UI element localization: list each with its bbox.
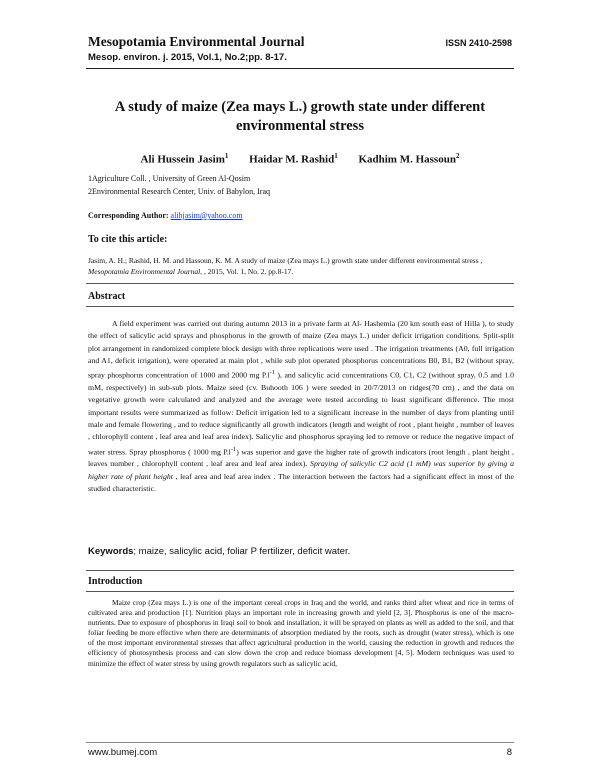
footer-url: www.bumej.com — [88, 747, 158, 758]
section-divider — [86, 591, 514, 592]
abstract-sup: -1 — [230, 445, 237, 453]
journal-name: Mesopotamia Environmental Journal — [88, 34, 305, 49]
author-affil-mark: 2 — [455, 152, 460, 160]
abstract-part: ), and salicylic acid concentrations C0, C1, C2 (without spray, 0.5 and 1.0 mM, respectively) in sub-sub plots. Maize seed (cv. Buhooth 106 ) were seeded in 20/7/2013 on ridges(70 cm) , and the data on vegetative growth were calculated and analyzed and the average were tested according to least significant difference. The most important results were summarized as follow: Deficit irrigation led to a significant increase in the number of days from planting until male and female flowering , and to reduce significantly all growth indicators (length and weight of root , plant height , number of leaves , chlorophyll content , leaf area and leaf area index). Salicylic and phosphorus spraying led to remove or reduce the negative impact of water stress. Spray phosphorus ( 1000 mg P.l — [88, 370, 514, 457]
header-divider — [86, 68, 514, 69]
section-divider — [86, 283, 514, 284]
keywords-text: ; maize, salicylic acid, foliar P fertilizer, deficit water. — [133, 546, 351, 557]
page-number: 8 — [506, 747, 512, 758]
issn-label: ISSN 2410-2598 — [445, 38, 512, 48]
abstract-heading: Abstract — [88, 291, 126, 302]
to-cite-journal: Mesopotamia Environmental Journal — [88, 266, 201, 276]
affiliation-item: 1Agriculture Coll. , University of Green Al-Qosim — [88, 174, 251, 183]
abstract-part: A field experiment was carried out during autumn 2013 in a private farm at Al- Hashemia (20 km south east of Hilla ), to study the effect of salicylic acid sprays and phosphorus in the growth of maize (Zea mays L.) under deficit irrigation conditions. Split-split plot arrangement in randomized complete block design with three replications were used . The irrigation treatments (A0, full irrigation and A1, deficit irrigation), were operated at main plot , while sub plot operated phosphorus concentrations B0, B1, B2 (without spray, spray phosphorus concentration of 1000 and 2000 mg P.l — [88, 319, 514, 380]
author-name: Haidar M. Rashid — [249, 153, 335, 166]
to-cite-part: , , 2015, Vol. 1, No. 2, pp.8-17. — [200, 266, 294, 276]
footer-divider — [86, 742, 514, 743]
keywords-line — [88, 546, 350, 557]
author-affil-mark: 1 — [224, 152, 229, 160]
corresponding-label: Corresponding Author: — [88, 211, 169, 220]
affiliation-item: 2Environmental Research Center, Univ. of Babylon, Iraq — [88, 187, 270, 196]
to-cite-text — [88, 256, 514, 277]
to-cite-heading: To cite this article: — [88, 234, 168, 245]
author-list — [0, 152, 600, 166]
abstract-part: ) was superior and gave the higher rate of growth indicators (root length , plant height , leaves number , chlorophyll content , leaf area and leaf area index). — [88, 447, 514, 469]
to-cite-part: Jasim, A. H.; Rashid, H. M. and Hassoun, K. M. A study of maize (Zea mays L.) growth state under different environmental stress , — [88, 256, 483, 265]
abstract-body — [88, 318, 514, 495]
affiliations — [88, 172, 270, 198]
abstract-sup: -1 — [269, 369, 275, 377]
corresponding-author — [88, 211, 243, 220]
author-name: Kadhim M. Hassoun — [358, 153, 456, 166]
corresponding-email-link[interactable]: alihjasim@yahoo.com — [170, 211, 243, 220]
introduction-body: Maize crop (Zea mays L.) is one of the important cereal crops in Iraq and the world, and ranks third after wheat and rice in terms of cultivated area and production [1]. Nutrition plays an important role in increasing growth and yield [2, 3]. Phosphorus is one of the macro-nutrients. Due to exposure of phosphorus in Iraqi soil to book and installation, it will be sprayed on plants as well as added to the soil, and that foliar feeding be more effective when there are determinants of absorption mediated by the roots, such as drought (water stress), which is one of the most important environmental stresses that affect agricultural production in the world, causing the reduction in growth and reduces the efficiency of photosynthesis process and can slow down the crop and reduce biomass development [4, 5]. Modern techniques was used to minimize the effect of water stress by using growth regulators such as salicylic acid, — [88, 598, 514, 668]
keywords-label: Keywords — [88, 546, 134, 557]
author-affil-mark: 1 — [334, 152, 338, 160]
section-divider — [86, 306, 514, 307]
journal-citation-line: Mesop. environ. j. 2015, Vol.1, No.2;pp. 8-17. — [88, 52, 287, 63]
paper-title: A study of maize (Zea mays L.) growth state under different environmental stress — [114, 99, 486, 134]
abstract-part: , leaf area and leaf area index . The interaction between the factors had a significant effect in most of the studied characteristic. — [88, 471, 514, 494]
author-name: Ali Hussein Jasim — [140, 153, 225, 166]
abstract-italic: Spraying of salicylic C2 acid (1 mM) was superior by giving a higher rate of plant height — [88, 459, 514, 481]
introduction-heading: Introduction — [88, 576, 143, 587]
section-divider — [86, 570, 514, 571]
